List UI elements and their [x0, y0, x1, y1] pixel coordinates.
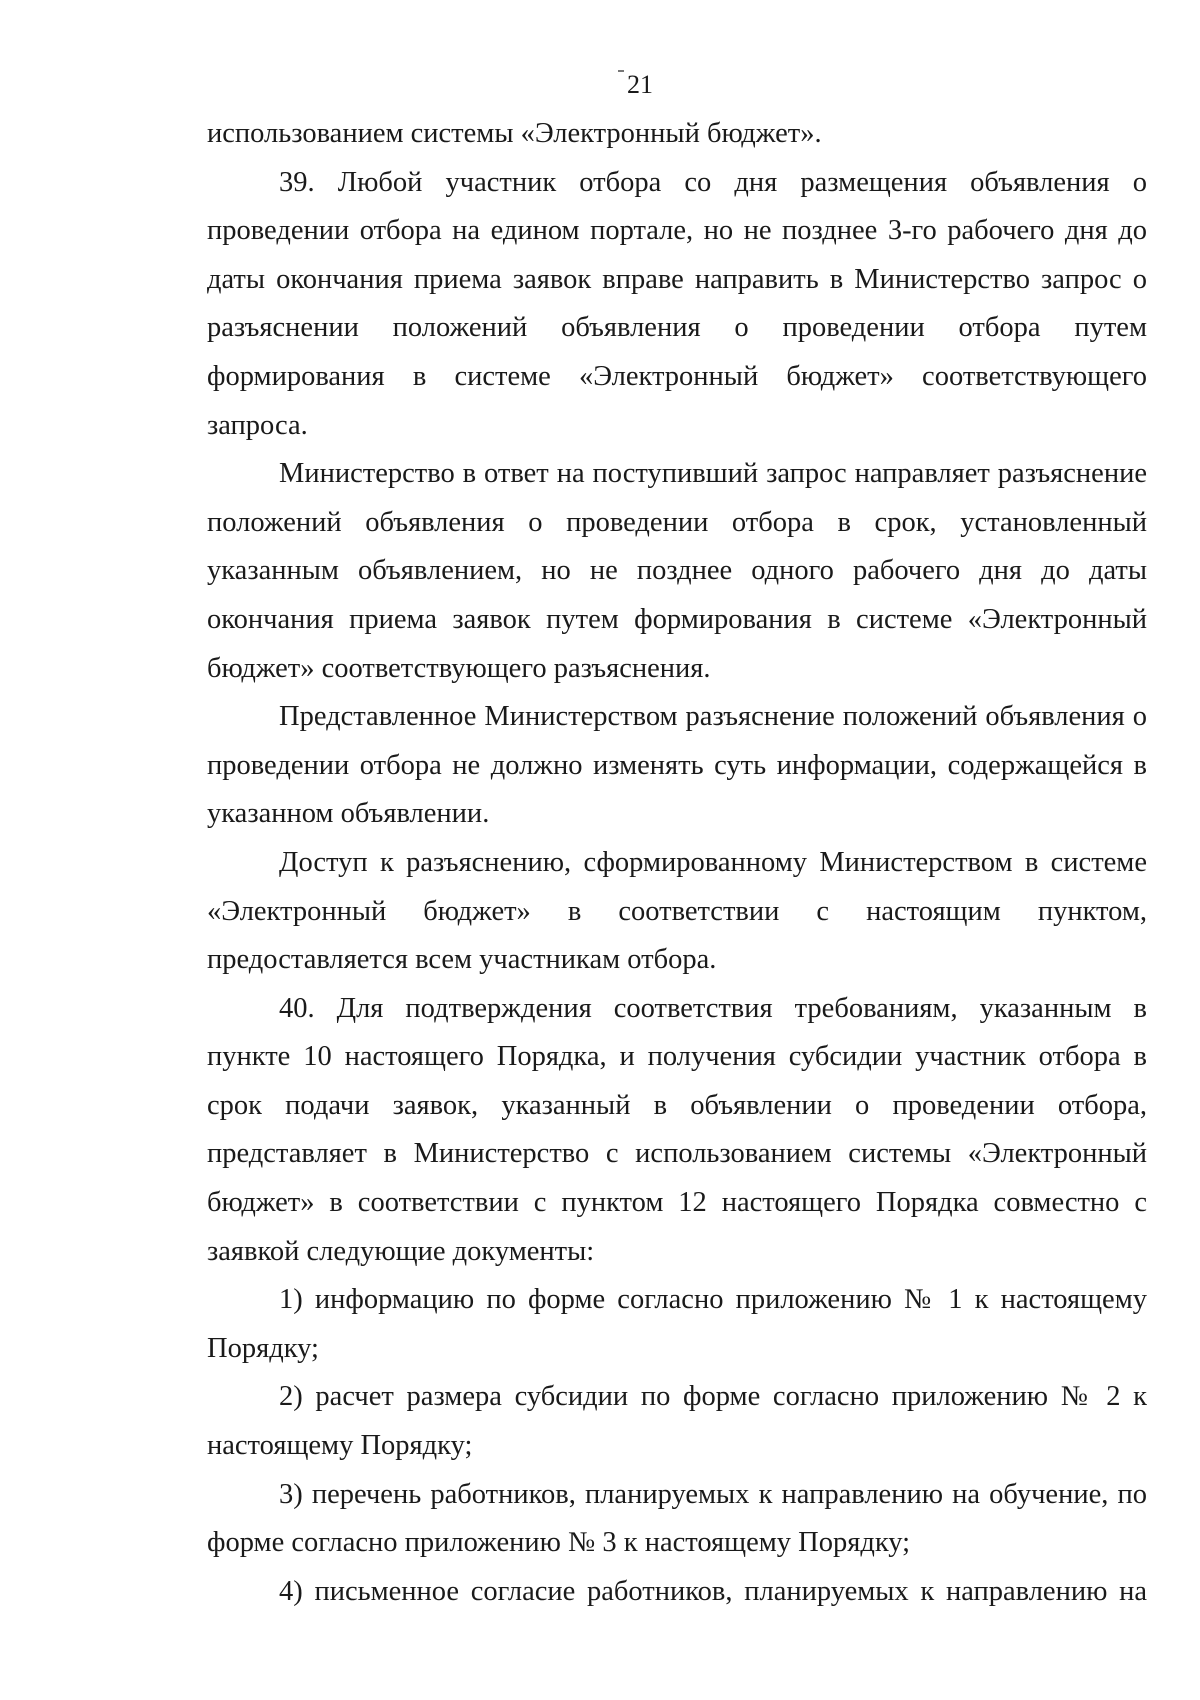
document-body	[207, 110, 1147, 1616]
paragraph-ministry-response: Министерство в ответ на поступивший запрос направляет разъяснение положений объявления о проведении отбора в срок, установленный указанным объявлением, но не позднее одного рабочего дня до даты окончания приема заявок путем формирования в системе «Электронный бюджет» соответствующего разъяснения.	[207, 458, 1147, 684]
list-item-4: 4) письменное согласие работников, планируемых к направлению на	[279, 1575, 1147, 1607]
paragraph-item-39: 39. Любой участник отбора со дня размещения объявления о проведении отбора на едином портале, но не позднее 3-го рабочего дня до даты окончания приема заявок вправе направить в Министерство запрос о разъяснении положений объявления о проведении отбора путем формирования в системе «Электронный бюджет» соответствующего запроса.	[207, 166, 1147, 441]
paragraph-clarification-access: Доступ к разъяснению, сформированному Министерством в системе «Электронный бюджет» в соответствии с настоящим пунктом, предоставляется всем участникам отбора.	[207, 846, 1147, 976]
list-item-2: 2) расчет размера субсидии по форме согласно приложению № 2 к настоящему Порядку;	[207, 1381, 1147, 1462]
paragraph-clarification-content: Представленное Министерством разъяснение положений объявления о проведении отбора не должно изменять суть информации, содержащейся в указанном объявлении.	[207, 701, 1147, 830]
list-item-1: 1) информацию по форме согласно приложению № 1 к настоящему Порядку;	[207, 1284, 1147, 1364]
list-item-3: 3) перечень работников, планируемых к направлению на обучение, по форме согласно приложению № 3 к настоящему Порядку;	[207, 1478, 1147, 1559]
paragraph-item-40: 40. Для подтверждения соответствия требованиям, указанным в пункте 10 настоящего Порядка, и получения субсидии участник отбора в срок подачи заявок, указанный в объявлении о проведении отбора, представляет в Министерство с использованием системы «Электронный бюджет» в соответствии с пунктом 12 настоящего Порядка совместно с заявкой следующие документы:	[207, 992, 1147, 1267]
paragraph-continuation: использованием системы «Электронный бюджет».	[207, 118, 822, 149]
page-number: 21	[627, 70, 653, 99]
